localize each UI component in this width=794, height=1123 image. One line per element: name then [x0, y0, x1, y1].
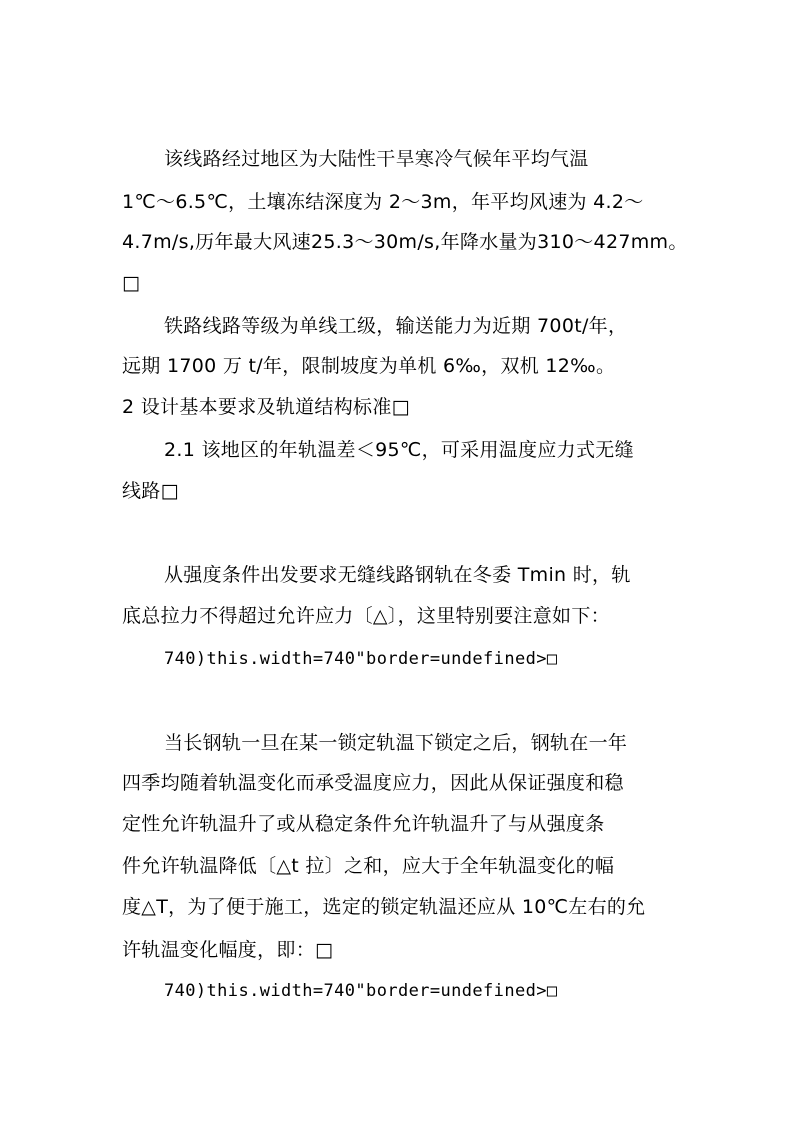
para-5-line-1: 当长钢轨一旦在某一锁定轨温下锁定之后，钢轨在一年: [164, 732, 628, 754]
para-5-line-4: 件允许轨温降低〔△t 拉〕之和，应大于全年轨温变化的幅: [122, 855, 615, 877]
para-4-line-1: 从强度条件出发要求无缝线路钢轨在冬委 Tmin 时，轨: [164, 564, 631, 586]
para-1-line-1: 该线路经过地区为大陆性干旱寒冷气候年平均气温: [164, 148, 589, 170]
para-1-line-2: 1℃～6.5℃，土壤冻结深度为 2～3m，年平均风速为 4.2～: [122, 191, 644, 213]
para-5-line-6: 许轨温变化幅度，即：□: [122, 939, 334, 961]
para-2-line-1: 铁路线路等级为单线工级，输送能力为近期 700t/年，: [164, 315, 628, 337]
para-5-line-2: 四季均随着轨温变化而承受温度应力，因此从保证强度和稳: [122, 772, 624, 794]
para-1-line-4: □: [122, 272, 141, 294]
para-5-line-5: 度△T，为了便于施工，选定的锁定轨温还应从 10℃左右的允: [122, 896, 646, 918]
para-2-line-2: 远期 1700 万 t/年，限制坡度为单机 6‰，双机 12‰。: [122, 355, 616, 377]
broken-image-placeholder-1: 740)this.width=740"border=undefined>□: [164, 649, 558, 669]
para-5-line-3: 定性允许轨温升了或从稳定条件允许轨温升了与从强度条: [122, 813, 605, 835]
para-3-line-1: 2.1 该地区的年轨温差＜95℃，可采用温度应力式无缝: [164, 439, 634, 461]
broken-image-placeholder-2: 740)this.width=740"border=undefined>□: [164, 981, 558, 1001]
para-3-line-2: 线路□: [122, 480, 179, 502]
para-1-line-3: 4.7m/s,历年最大风速25.3～30m/s,年降水量为310～427mm。: [122, 231, 688, 253]
section-heading-2: 2 设计基本要求及轨道结构标准□: [122, 396, 410, 418]
para-4-line-2: 底总拉力不得超过允许应力〔△〕，这里特别要注意如下：: [122, 605, 610, 627]
